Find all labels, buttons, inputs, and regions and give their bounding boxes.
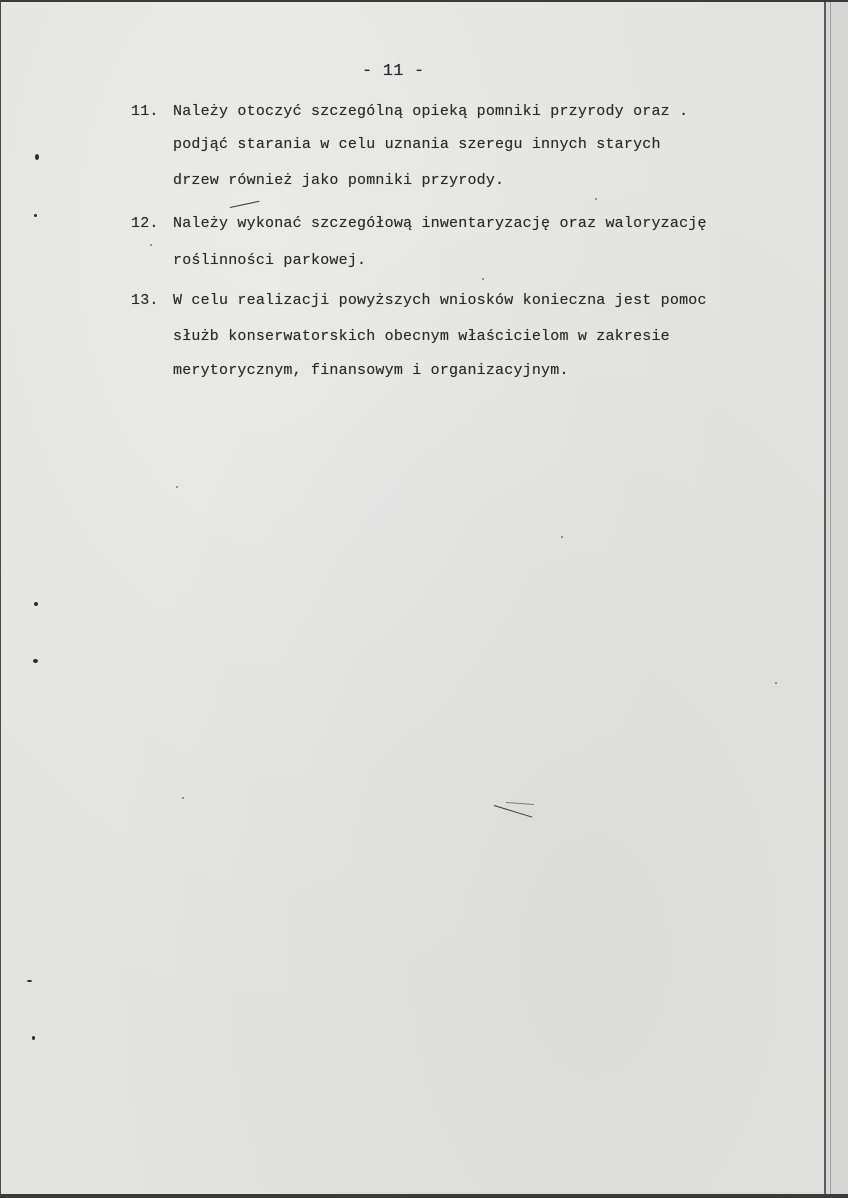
scan-speck	[27, 980, 32, 982]
scan-speck	[32, 1036, 35, 1040]
scan-speck	[176, 486, 178, 488]
item-number: 12.	[131, 215, 159, 232]
page-number: - 11 -	[362, 62, 425, 81]
item-line: W celu realizacji powyższych wniosków konieczna jest pomoc	[173, 292, 707, 309]
scan-speck	[182, 797, 184, 799]
item-line: podjąć starania w celu uznania szeregu innych starych	[173, 136, 661, 153]
page-edge-shadow	[824, 2, 848, 1198]
item-line: merytorycznym, finansowym i organizacyjnym.	[173, 362, 569, 379]
scan-speck	[33, 659, 38, 663]
item-line: roślinności parkowej.	[173, 252, 367, 269]
item-line: Należy otoczyć szczególną opieką pomniki przyrody oraz .	[173, 103, 689, 120]
scan-speck	[595, 198, 597, 200]
scan-speck	[150, 244, 152, 246]
item-line: drzew również jako pomniki przyrody.	[173, 172, 505, 189]
ink-underline-mark	[230, 201, 260, 209]
item-number: 11.	[131, 103, 159, 120]
scan-speck	[775, 682, 777, 684]
item-line: Należy wykonać szczegółową inwentaryzację oraz waloryzację	[173, 215, 707, 232]
ink-stroke-mark	[494, 805, 533, 818]
scan-speck	[34, 214, 37, 217]
scan-speck	[482, 278, 484, 280]
scan-speck	[34, 602, 38, 606]
item-number: 13.	[131, 292, 159, 309]
scan-speck	[561, 536, 563, 538]
item-line: służb konserwatorskich obecnym właścicielom w zakresie	[173, 328, 670, 345]
scan-speck	[35, 154, 39, 160]
ink-stroke-mark	[506, 802, 534, 805]
